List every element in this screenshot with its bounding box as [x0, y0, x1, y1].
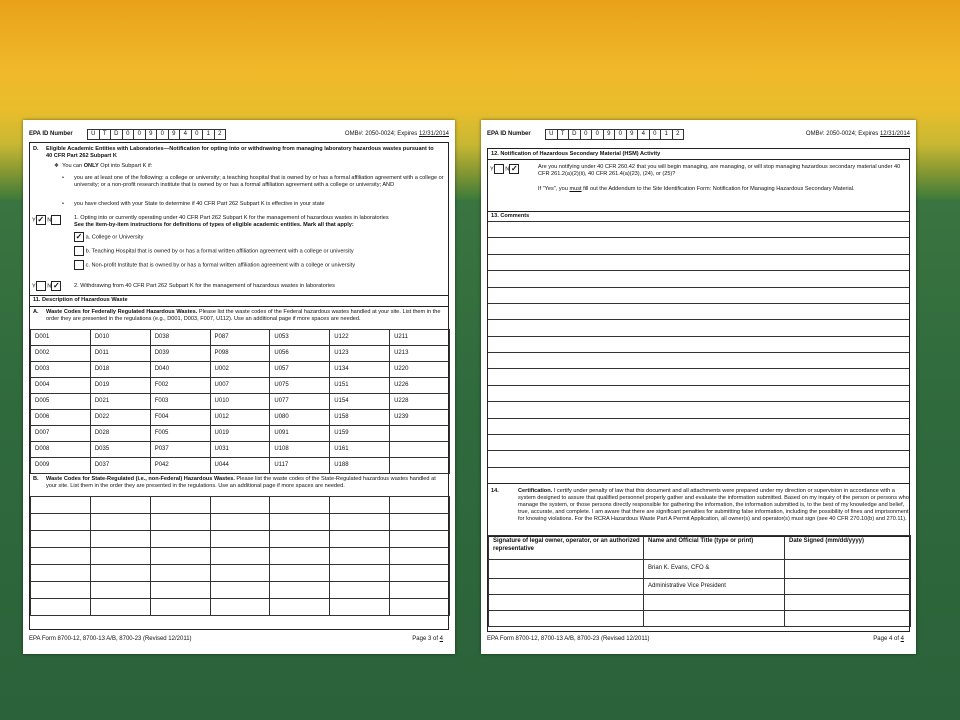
waste-code-cell[interactable]: U123	[330, 346, 390, 362]
state-code-cell[interactable]	[90, 497, 150, 514]
state-code-cell[interactable]	[330, 514, 390, 531]
col-date-signed: Date Signed (mm/dd/yyyy)	[785, 536, 911, 560]
bullet-icon: •	[62, 175, 64, 181]
state-code-cell[interactable]	[210, 582, 270, 599]
state-code-cell[interactable]	[270, 514, 330, 531]
only-pre: You can	[62, 163, 84, 169]
q12-note-must: must	[569, 186, 582, 192]
table-row	[31, 346, 450, 362]
form-number: EPA Form 8700-12, 8700-13 A/B, 8700-23 (Revised 12/2011)	[487, 636, 650, 642]
signature-cell[interactable]	[489, 579, 644, 595]
col-name-title: Name and Official Title (type or print)	[644, 536, 785, 560]
date-cell[interactable]	[785, 560, 911, 579]
page-number	[412, 636, 443, 644]
q12-no-checkbox[interactable]: ✓	[510, 164, 518, 173]
q2-text: 2. Withdrawing from 40 CFR Part 262 Subpart K for the management of hazardous wastes in laboratories	[74, 283, 335, 289]
state-code-cell[interactable]	[390, 514, 450, 531]
state-waste-codes-table	[30, 496, 450, 616]
waste-code-cell[interactable]: U239	[390, 410, 450, 426]
waste-code-cell[interactable]: U056	[270, 346, 330, 362]
option-a-checkbox[interactable]: ✓	[75, 232, 83, 241]
q12-yes-checkbox[interactable]	[494, 164, 504, 174]
state-code-cell[interactable]	[330, 599, 390, 616]
id-char: U	[87, 129, 100, 140]
waste-code-cell[interactable]	[390, 458, 450, 474]
federal-waste-codes-table	[30, 329, 450, 474]
q12-text: Are you notifying under 40 CFR 260.42 that you will begin managing, are managing, or will stop managing hazardous secondary material under 40 CFR 261.2(a)(2)(ii), 40 CFR 261.4(a)(23), (24), or (25)?	[538, 164, 901, 177]
comment-line[interactable]	[488, 221, 909, 237]
id-char: 9	[627, 129, 639, 140]
waste-code-cell[interactable]: F002	[150, 378, 210, 394]
comment-line[interactable]	[488, 450, 909, 466]
section-d-letter: D.	[33, 146, 39, 152]
waste-code-cell[interactable]: D039	[150, 346, 210, 362]
comment-line[interactable]	[488, 368, 909, 384]
state-code-cell[interactable]	[150, 548, 210, 565]
waste-code-cell[interactable]: U019	[210, 426, 270, 442]
state-code-cell[interactable]	[390, 548, 450, 565]
q12-yes-no	[490, 164, 519, 174]
comment-line[interactable]	[488, 401, 909, 417]
state-code-cell[interactable]	[31, 548, 91, 565]
comment-line[interactable]	[488, 270, 909, 286]
state-code-cell[interactable]	[330, 497, 390, 514]
waste-code-cell[interactable]: D037	[90, 458, 150, 474]
waste-code-cell[interactable]: U012	[210, 410, 270, 426]
section-a-bold: Waste Codes for Federally Regulated Hazardous Wastes.	[46, 309, 198, 315]
waste-code-cell[interactable]: D019	[90, 378, 150, 394]
state-code-cell[interactable]	[90, 599, 150, 616]
id-char: 0	[192, 129, 204, 140]
waste-code-cell[interactable]: U053	[270, 330, 330, 346]
page-number	[873, 636, 904, 644]
signature-cell[interactable]	[489, 595, 644, 611]
only-post: Opt into Subpart K if:	[98, 163, 153, 169]
state-code-cell[interactable]	[390, 497, 450, 514]
state-code-cell[interactable]	[270, 599, 330, 616]
name-title-cell[interactable]	[644, 611, 785, 627]
table-row	[31, 582, 450, 599]
state-code-cell[interactable]	[330, 582, 390, 599]
state-code-cell[interactable]	[90, 582, 150, 599]
state-code-cell[interactable]	[270, 531, 330, 548]
page-prefix: Page 3 of	[412, 636, 440, 642]
date-cell[interactable]	[785, 595, 911, 611]
waste-code-cell[interactable]: P042	[150, 458, 210, 474]
section-12-body	[488, 159, 909, 212]
waste-code-cell[interactable]: P087	[210, 330, 270, 346]
state-code-cell[interactable]	[90, 548, 150, 565]
comment-line[interactable]	[488, 319, 909, 335]
state-code-cell[interactable]	[150, 599, 210, 616]
table-row	[31, 514, 450, 531]
comment-line[interactable]	[488, 237, 909, 253]
section-a-instructions: Please list the waste codes of the Federal hazardous wastes handled at your site. List them in the order they are presented in the regulations (e.g., D001, D003, F007, U112). Use an additional page if more spaces are needed.	[46, 309, 441, 322]
id-char: 9	[169, 129, 181, 140]
page-footer	[487, 636, 910, 644]
certification-text	[518, 488, 912, 523]
state-code-cell[interactable]	[330, 531, 390, 548]
comment-line[interactable]	[488, 418, 909, 434]
id-char: 0	[615, 129, 627, 140]
waste-code-cell[interactable]: D006	[31, 410, 91, 426]
option-a-label: a. College or University	[85, 234, 144, 241]
epa-id-boxes	[87, 129, 226, 140]
date-cell[interactable]	[785, 611, 911, 627]
q12-note-post: fill out the Addendum to the Site Identification Form: Notification for Managing Hazardous Secondary Material.	[581, 186, 855, 192]
q1-no-checkbox[interactable]	[51, 215, 61, 225]
state-code-cell[interactable]	[210, 514, 270, 531]
yes-label: Y	[490, 166, 494, 173]
table-row	[31, 362, 450, 378]
id-char: 1	[203, 129, 215, 140]
section-d	[30, 143, 448, 296]
state-code-cell[interactable]	[210, 531, 270, 548]
waste-code-cell[interactable]: U091	[270, 426, 330, 442]
waste-code-cell[interactable]: U161	[330, 442, 390, 458]
waste-code-cell[interactable]: U220	[390, 362, 450, 378]
waste-code-cell[interactable]: D011	[90, 346, 150, 362]
comment-line[interactable]	[488, 385, 909, 401]
col-signature: Signature of legal owner, operator, or an authorized representative	[489, 536, 644, 560]
option-c	[74, 260, 355, 270]
waste-code-cell[interactable]: P037	[150, 442, 210, 458]
waste-code-cell[interactable]: U213	[390, 346, 450, 362]
section-14-number: 14.	[491, 488, 499, 494]
waste-code-cell[interactable]: D040	[150, 362, 210, 378]
waste-code-cell[interactable]: U031	[210, 442, 270, 458]
waste-code-cell[interactable]: U075	[270, 378, 330, 394]
table-row	[31, 426, 450, 442]
id-char: 0	[592, 129, 604, 140]
waste-code-cell[interactable]: U154	[330, 394, 390, 410]
q1-bold: See the item-by-item instructions for definitions of types of eligible academic entities. Mark all that apply:	[74, 221, 354, 228]
state-code-cell[interactable]	[270, 565, 330, 582]
id-char: T	[100, 129, 112, 140]
waste-code-cell[interactable]: U134	[330, 362, 390, 378]
yes-label: Y	[32, 217, 36, 224]
waste-code-cell[interactable]: U057	[270, 362, 330, 378]
comment-line[interactable]	[488, 254, 909, 270]
waste-code-cell[interactable]: D008	[31, 442, 91, 458]
comment-line[interactable]	[488, 434, 909, 450]
state-code-cell[interactable]	[31, 582, 91, 599]
waste-code-cell[interactable]: F004	[150, 410, 210, 426]
id-char: 1	[661, 129, 673, 140]
table-row	[31, 330, 450, 346]
omb-number	[345, 131, 449, 139]
bullet-icon: •	[62, 201, 64, 207]
form-page-4	[481, 120, 916, 654]
opt-in-condition: ❖ You can ONLY Opt into Subpart K if:	[54, 163, 153, 169]
state-code-cell[interactable]	[90, 514, 150, 531]
table-row	[31, 378, 450, 394]
id-char: 2	[215, 129, 227, 140]
state-code-cell[interactable]	[90, 565, 150, 582]
state-code-cell[interactable]	[31, 565, 91, 582]
table-row	[31, 548, 450, 565]
name-title-cell[interactable]: Brian K. Evans, CFO &	[644, 560, 785, 579]
q1-yes-no	[32, 215, 61, 225]
form-number: EPA Form 8700-12, 8700-13 A/B, 8700-23 (Revised 12/2011)	[29, 636, 192, 642]
page-header	[29, 128, 449, 140]
signature-cell[interactable]	[489, 611, 644, 627]
waste-code-cell[interactable]: D010	[90, 330, 150, 346]
table-row	[31, 565, 450, 582]
state-code-cell[interactable]	[31, 514, 91, 531]
section-11-title: 11. Description of Hazardous Waste	[30, 295, 448, 307]
no-label: N	[47, 217, 52, 224]
comment-line[interactable]	[488, 287, 909, 303]
state-code-cell[interactable]	[150, 531, 210, 548]
state-code-cell[interactable]	[330, 548, 390, 565]
state-code-cell[interactable]	[390, 565, 450, 582]
waste-code-cell[interactable]: D035	[90, 442, 150, 458]
signature-table	[488, 535, 911, 627]
waste-code-cell[interactable]: F005	[150, 426, 210, 442]
page-footer	[29, 636, 449, 644]
state-code-cell[interactable]	[390, 531, 450, 548]
omb-expiry: 12/31/2014	[418, 131, 449, 137]
page-total: 4	[439, 636, 443, 642]
waste-code-cell[interactable]: D038	[150, 330, 210, 346]
q12-note	[538, 186, 910, 193]
waste-code-cell[interactable]: D005	[31, 394, 91, 410]
name-title-cell[interactable]	[644, 595, 785, 611]
state-code-cell[interactable]	[210, 497, 270, 514]
waste-code-cell[interactable]: U226	[390, 378, 450, 394]
comments-area[interactable]	[488, 221, 909, 483]
waste-code-cell[interactable]: U122	[330, 330, 390, 346]
form-page-3	[23, 120, 455, 654]
table-row	[31, 497, 450, 514]
state-code-cell[interactable]	[390, 599, 450, 616]
waste-code-cell[interactable]: U151	[330, 378, 390, 394]
id-char: 0	[157, 129, 169, 140]
waste-code-cell[interactable]	[390, 442, 450, 458]
state-code-cell[interactable]	[31, 531, 91, 548]
waste-code-cell[interactable]: D021	[90, 394, 150, 410]
waste-code-cell[interactable]: D002	[31, 346, 91, 362]
id-char: U	[545, 129, 558, 140]
waste-code-cell[interactable]: D018	[90, 362, 150, 378]
waste-code-cell[interactable]: U044	[210, 458, 270, 474]
section-b-bold: Waste Codes for State-Regulated (i.e., non-Federal) Hazardous Wastes.	[46, 476, 235, 482]
section-b-letter: B.	[33, 476, 39, 482]
omb-number	[806, 131, 910, 139]
comment-line[interactable]	[488, 467, 909, 483]
bullet-1: you are at least one of the following: a college or university; a teaching hospital that is owned by or has a formal affiliation agreement with a college or university; or a non-profit research institute that is owned by or has a formal affiliation agreement with a college or university; AND	[74, 175, 444, 188]
table-row	[31, 442, 450, 458]
q1-yes-checkbox[interactable]: ✓	[37, 215, 45, 224]
q1-text	[74, 215, 444, 229]
state-code-cell[interactable]	[150, 497, 210, 514]
id-char: 0	[650, 129, 662, 140]
id-char: 4	[638, 129, 650, 140]
only-bold: ONLY	[83, 163, 99, 169]
state-code-cell[interactable]	[210, 548, 270, 565]
waste-code-cell[interactable]: U117	[270, 458, 330, 474]
page-total: 4	[900, 636, 904, 642]
waste-code-cell[interactable]: U188	[330, 458, 390, 474]
comment-line[interactable]	[488, 336, 909, 352]
waste-code-cell[interactable]: U158	[330, 410, 390, 426]
id-char: 2	[673, 129, 685, 140]
state-code-cell[interactable]	[270, 497, 330, 514]
comment-line[interactable]	[488, 303, 909, 319]
state-code-cell[interactable]	[31, 599, 91, 616]
section-a-text	[46, 309, 441, 323]
no-label: N	[505, 166, 510, 173]
waste-code-cell[interactable]: D004	[31, 378, 91, 394]
form-frame	[29, 142, 449, 630]
form-frame	[487, 148, 910, 632]
state-code-cell[interactable]	[150, 514, 210, 531]
state-code-cell[interactable]	[31, 497, 91, 514]
option-b	[74, 246, 354, 256]
id-char: 9	[604, 129, 616, 140]
page-prefix: Page 4 of	[873, 636, 901, 642]
option-a	[74, 232, 143, 242]
table-row	[31, 599, 450, 616]
waste-code-cell[interactable]: U080	[270, 410, 330, 426]
waste-code-cell[interactable]: F003	[150, 394, 210, 410]
state-code-cell[interactable]	[150, 565, 210, 582]
q12-note-pre: If "Yes", you	[538, 186, 570, 192]
no-label: N	[47, 283, 52, 290]
state-code-cell[interactable]	[390, 582, 450, 599]
id-char: 4	[180, 129, 192, 140]
table-row	[31, 410, 450, 426]
q2-yes-checkbox[interactable]	[36, 281, 46, 291]
waste-code-cell[interactable]: D028	[90, 426, 150, 442]
epa-id-label: EPA ID Number	[29, 131, 73, 137]
waste-code-cell[interactable]: U159	[330, 426, 390, 442]
waste-code-cell[interactable]: D003	[31, 362, 91, 378]
omb-prefix: OMB#: 2050-0024; Expires	[805, 131, 880, 137]
waste-code-cell[interactable]: D007	[31, 426, 91, 442]
bullet-2: you have checked with your State to determine if 40 CFR Part 262 Subpart K is effective in your state	[74, 201, 325, 207]
epa-id-label: EPA ID Number	[487, 131, 531, 137]
id-char: 0	[134, 129, 146, 140]
omb-expiry: 12/31/2014	[879, 131, 910, 137]
section-b-text	[46, 476, 441, 490]
waste-code-cell[interactable]: U007	[210, 378, 270, 394]
comment-line[interactable]	[488, 352, 909, 368]
option-c-label: c. Non-profit Institute that is owned by or has a formal written affiliation agreement with a college or university	[85, 262, 356, 269]
state-code-cell[interactable]	[210, 599, 270, 616]
state-code-cell[interactable]	[270, 548, 330, 565]
q2-yes-no	[32, 281, 61, 291]
id-char: 0	[123, 129, 135, 140]
certification-body: I certify under penalty of law that this document and all attachments were prepared under my direction or supervision in accordance with a system designed to assure that qualified personnel properly gather and evaluate the information submitted. Based on my inquiry of the person or persons who manage the system, or those persons directly responsible for gathering the information, the information submitted is, to the best of my knowledge and belief, true, accurate, and complete. I am aware that there are significant penalties for submitting false information, including the possibility of fines and imprisonment for knowing violations. For the RCRA Hazardous Waste Part A Permit Application, all owner(s) and operator(s) must sign (see 40 CFR 270.10(b) and 270.11).	[518, 488, 909, 522]
option-c-checkbox[interactable]	[74, 260, 84, 270]
section-d-heading: Eligible Academic Entities with Laboratories—Notification for opting into or withdrawing from managing laboratory hazardous wastes pursuant to 40 CFR Part 262 Subpart K	[46, 146, 434, 159]
omb-prefix: OMB#: 2050-0024; Expires	[344, 131, 419, 137]
state-code-cell[interactable]	[150, 582, 210, 599]
q2-no-checkbox[interactable]: ✓	[52, 281, 60, 290]
section-12-title: 12. Notification of Hazardous Secondary Material (HSM) Activity	[488, 149, 909, 160]
state-code-cell[interactable]	[90, 531, 150, 548]
name-title-cell[interactable]: Administrative Vice President	[644, 579, 785, 595]
waste-code-cell[interactable]	[390, 426, 450, 442]
id-char: D	[569, 129, 581, 140]
page-header	[487, 128, 910, 140]
yes-label: Y	[32, 283, 36, 290]
option-b-checkbox[interactable]	[74, 246, 84, 256]
section-b-instructions: Please list the waste codes of the State-Regulated hazardous wastes handled at your site. List them in the order they are presented in the regulations. Use an additional page if more spaces are needed.	[46, 476, 436, 489]
section-13-title: 13. Comments	[491, 213, 530, 219]
waste-code-cell[interactable]: D009	[31, 458, 91, 474]
q1-label: 1. Opting into or currently operating under 40 CFR Part 262 Subpart K for the management of hazardous wastes in laboratories	[74, 215, 389, 221]
id-char: T	[558, 129, 570, 140]
state-code-cell[interactable]	[210, 565, 270, 582]
table-row	[31, 531, 450, 548]
certification-bold: Certification.	[518, 488, 553, 494]
section-14	[488, 483, 909, 537]
state-code-cell[interactable]	[270, 582, 330, 599]
id-char: 9	[146, 129, 158, 140]
waste-code-cell[interactable]: U002	[210, 362, 270, 378]
waste-code-cell[interactable]: D001	[31, 330, 91, 346]
section-a-letter: A.	[33, 309, 39, 315]
id-char: 0	[581, 129, 593, 140]
date-cell[interactable]	[785, 579, 911, 595]
waste-code-cell[interactable]: P098	[210, 346, 270, 362]
waste-code-cell[interactable]: U211	[390, 330, 450, 346]
table-row	[31, 458, 450, 474]
signature-cell[interactable]	[489, 560, 644, 579]
waste-code-cell[interactable]: U010	[210, 394, 270, 410]
waste-code-cell[interactable]: U077	[270, 394, 330, 410]
waste-code-cell[interactable]: D022	[90, 410, 150, 426]
option-b-label: b. Teaching Hospital that is owned by or has a formal written affiliation agreement with a college or university	[85, 248, 354, 255]
waste-code-cell[interactable]: U108	[270, 442, 330, 458]
state-code-cell[interactable]	[330, 565, 390, 582]
table-row	[31, 394, 450, 410]
waste-code-cell[interactable]: U228	[390, 394, 450, 410]
epa-id-boxes	[545, 129, 684, 140]
id-char: D	[111, 129, 123, 140]
